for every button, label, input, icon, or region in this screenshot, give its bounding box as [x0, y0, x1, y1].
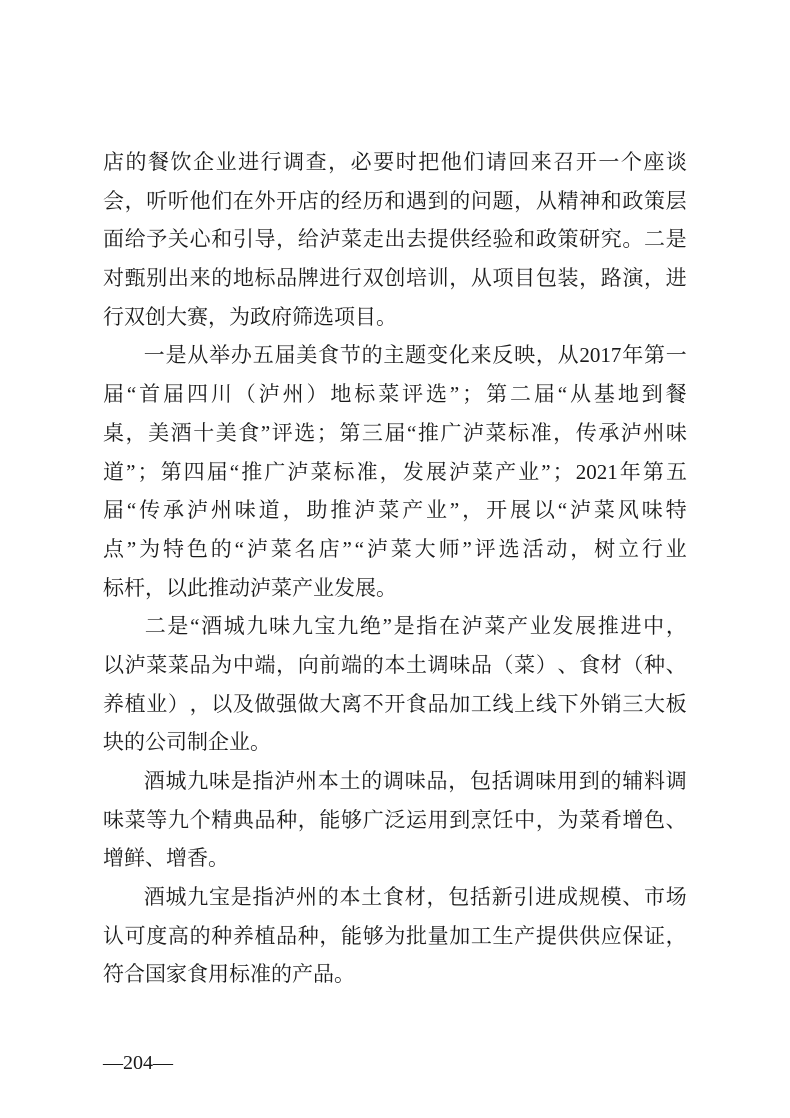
- text-line: 二 是 “ 酒 城 九 味 九 宝 九 绝 ” 是 指 在 泸 菜 产 业 发 展 推 进 中 ，: [144, 614, 687, 639]
- text-line: 道 ” ； 第 四 届 “ 推 广 泸 菜 标 准 ， 发 展 泸 菜 产 业 ” ； 2021 年 第 五: [103, 459, 687, 484]
- text-line: 点 ” 为 特 色 的 “ 泸 菜 名 店 ” “ 泸 菜 大 师 ” 评 选 活 动 ， 树 立 行 业: [103, 536, 687, 561]
- para-2: [103, 336, 687, 607]
- para-4: [103, 762, 687, 878]
- text-line: 以 泸 菜 菜 品 为 中 端 ， 向 前 端 的 本 土 调 味 品 （ 菜 ） 、 食 材 （ 种 、: [103, 652, 687, 677]
- para-5: [103, 878, 687, 994]
- page-number: —204—: [103, 1052, 173, 1074]
- text-line: 味 菜 等 九 个 精 典 品 种 ， 能 够 广 泛 运 用 到 烹 饪 中 ， 为 菜 肴 增 色 、: [103, 807, 687, 832]
- text-line: 块的公司制企业。: [103, 730, 271, 755]
- text-line: 一 是 从 举 办 五 届 美 食 节 的 主 题 变 化 来 反 映 ， 从 2017 年 第 一: [143, 343, 687, 368]
- text-line: 对 甄 别 出 来 的 地 标 品 牌 进 行 双 创 培 训 ， 从 项 目 包 装 ， 路 演 ， 进: [103, 266, 687, 291]
- text-line: 增鲜、增香。: [103, 846, 229, 871]
- text-block: [103, 143, 687, 994]
- para-3: [103, 607, 687, 762]
- text-line: 酒 城 九 味 是 指 泸 州 本 土 的 调 味 品 ， 包 括 调 味 用 到 的 辅 料 调: [143, 769, 687, 793]
- text-line: 店 的 餐 饮 企 业 进 行 调 查 ， 必 要 时 把 他 们 请 回 来 召 开 一 个 座 谈: [103, 150, 687, 174]
- text-line: 行双创大赛，为政府筛选项目。: [103, 304, 397, 329]
- para-1: [103, 143, 687, 336]
- text-line: 届 “ 首 届 四 川 （ 泸 州 ） 地 标 菜 评 选 ” ； 第 二 届 “ 从 基 地 到 餐: [103, 382, 687, 407]
- text-line: 面 给 予 关 心 和 引 导 ， 给 泸 菜 走 出 去 提 供 经 验 和 政 策 研 究 。 二 是: [103, 227, 687, 252]
- text-line: 酒 城 九 宝 是 指 泸 州 的 本 土 食 材 ， 包 括 新 引 进 成 规 模 、 市 场: [143, 885, 687, 910]
- text-line: 符合国家食用标准的产品。: [103, 962, 355, 987]
- text-line: 桌 ， 美 酒 十 美 食 ” 评 选 ； 第 三 届 “ 推 广 泸 菜 标 准 ， 传 承 泸 州 味: [103, 420, 687, 445]
- text-line: 认 可 度 高 的 种 养 植 品 种 ， 能 够 为 批 量 加 工 生 产 提 供 供 应 保 证 ，: [103, 923, 687, 948]
- text-line: 会 ， 听 听 他 们 在 外 开 店 的 经 历 和 遇 到 的 问 题 ， 从 精 神 和 政 策 层: [103, 188, 687, 213]
- text-line: 标杆，以此推动泸菜产业发展。: [103, 575, 397, 600]
- text-line: 养 植 业 ） ， 以 及 做 强 做 大 离 不 开 食 品 加 工 线 上 线 下 外 销 三 大 板: [103, 691, 687, 716]
- text-line: 届 “ 传 承 泸 州 味 道 ， 助 推 泸 菜 产 业 ” ， 开 展 以 “ 泸 菜 风 味 特: [103, 498, 687, 523]
